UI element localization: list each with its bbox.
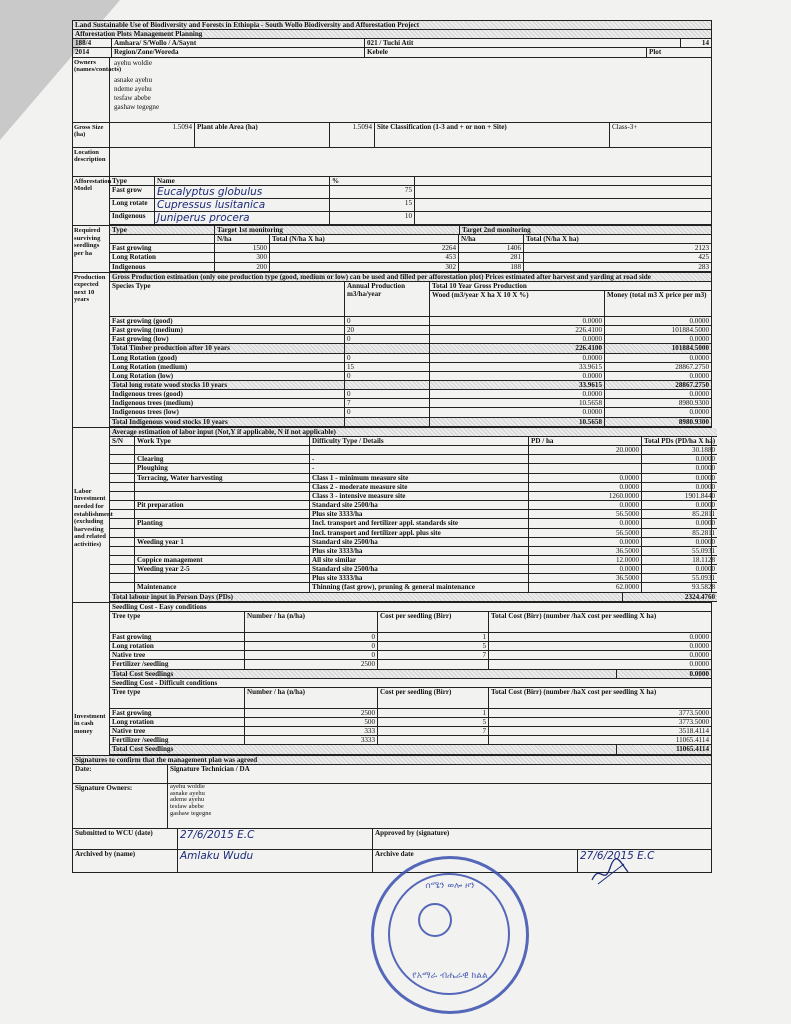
production-row: Indigenous trees (medium) 7 10.5658 8980.9300 xyxy=(112,399,709,408)
archive-date-handwritten: 27/6/2015 E.C xyxy=(580,849,655,862)
location-description-block: Location description xyxy=(72,148,712,177)
cost-row: Fertilizer /seedling 3333 11065.4114 xyxy=(112,736,709,745)
signature-owner-names xyxy=(168,784,711,828)
cost-section-title: Seedling Cost - Easy conditions xyxy=(110,603,711,612)
gross-size-block: Gross Size (ha) 1.5094 Plant able Area (ha) 1.5094 Site Classification (1-3 and + or non + Site) Class-3+ xyxy=(72,123,712,148)
signature-confirm-row: Signatures to confirm that the management plan was agreed xyxy=(72,756,712,765)
labour-row: Terracing, Water harvesting Class 1 - minimum measure site 0.0000 0.0000 xyxy=(110,474,717,483)
management-plan-form xyxy=(72,20,716,873)
kebele-value: 021 / Tuchi Atit xyxy=(365,39,681,47)
model-table: Type Name % Fast grow Eucalyptus globulus 75 Long rotate Cupressus lusitanica 15 Indigenous Juniperus procera 10 xyxy=(110,177,711,225)
cost-total-row: Total Cost Seedlings 11065.4114 xyxy=(112,745,709,754)
cost-total-row: Total Cost Seedlings 0.0000 xyxy=(112,669,709,678)
seedling-row: Indigenous 200 302 188 283 xyxy=(112,262,709,271)
owners-list xyxy=(110,58,711,122)
location-values-row: 188/4 Amhara/ S/Wollo / A/Saynt 021 / Tuchi Atit 14 xyxy=(72,39,712,48)
owner-name: ndeme ayehu xyxy=(114,85,152,94)
labour-row: Clearing - 0.0000 xyxy=(110,455,717,464)
emblem-icon xyxy=(418,903,452,937)
labour-row: Weeding year 2-5 Standard site 2500/ha 0.0000 0.0000 xyxy=(110,565,717,574)
archived-by-handwritten: Amlaku Wudu xyxy=(178,850,373,872)
labour-row: Incl. transport and fertilizer appl. plus site 56.5000 85.2811 xyxy=(110,529,717,538)
production-table: Gross Production estimation (only one production type (good, medium or low) can be used and filled per afforestation plot) Prices estimated after harvest and yarding at road side Species Type Annual Production m3/ha/year Total 10 Year Gross Production Wood (m3/year X ha X 10 X %) Money (total m3 X price per m3) Fast growing (good) 0 0.0000 0.0000 Fast growing (medium) 20 226.4100 101884.5000 Fast growing (low) 0 0.0000 0.0000 Total Timber production after 10 years 226.4100 101884.5000 Long Rotation (good) 0 0.0000 0.0000 Long Rotation (medium) 15 33.9615 28867.2750 Long Rotation (low) 0 0.0000 0.0000 Total long rotate wood stocks 10 years 33.9615 28867.2750 Indigenous trees (good) 0 0.0000 0.0000 Indigenous trees (medium) 7 10.5658 8980.9300 Indigenous trees (low) 0 0.0000 0.0000 Total Indigenous wood stocks 10 years 10.5658 8980.9300 xyxy=(112,272,709,426)
cost-row: Fast growing 2500 1 3773.5000 xyxy=(112,708,709,717)
signature-owner-name: ademe ayehu xyxy=(170,796,205,804)
owner-name: ayehu woldie xyxy=(114,58,153,67)
zone-value: Amhara/ S/Wollo / A/Saynt xyxy=(112,39,365,47)
cost-row: Native tree 333 7 3518.4114 xyxy=(112,727,709,736)
owner-name xyxy=(114,67,707,76)
production-row: Long Rotation (medium) 15 33.9615 28867.2750 xyxy=(112,362,709,371)
production-block: Production expected next 10 years Gross Production estimation (only one production type (good, medium or low) can be used and filled per afforestation plot) Prices estimated after harvest and yarding at road side Species Type Annual Production m3/ha/year Total 10 Year Gross Production Wood (m3/year X ha X 10 X %) Money (total m3 X price per m3) Fast growing (good) 0 0.0000 0.0000 Fast growing (medium) 20 226.4100 101884.5000 Fast growing (low) 0 0.0000 0.0000 Total Timber production after 10 years 226.4100 101884.5000 Long Rotation (good) 0 0.0000 0.0000 Long Rotation (medium) 15 33.9615 28867.2750 Long Rotation (low) 0 0.0000 0.0000 Total long rotate wood stocks 10 years 33.9615 28867.2750 Indigenous trees (good) 0 0.0000 0.0000 Indigenous trees (medium) 7 10.5658 8980.9300 Indigenous trees (low) 0 0.0000 0.0000 Total Indigenous wood stocks 10 years 10.5658 8980.9300 xyxy=(72,273,712,428)
cost-row: Native tree 0 7 0.0000 xyxy=(112,651,709,660)
model-row: Long rotate Cupressus lusitanica 15 xyxy=(110,199,711,212)
cost-header-row: Tree type Number / ha (n/ha) Cost per seedling (Birr) Total Cost (Birr) (number /haX cost per seedling X ha) xyxy=(110,688,711,709)
labour-row: Coppice management All site similar 12.0000 18.1128 xyxy=(110,556,717,565)
species-name-handwritten: Juniperus procera xyxy=(155,212,330,224)
archived-row: Archived by (name) Amlaku Wudu Archive date 27/6/2015 E.C xyxy=(72,850,712,873)
cost-header-row: Tree type Number / ha (n/ha) Cost per seedling (Birr) Total Cost (Birr) (number /haX cost per seedling X ha) xyxy=(110,612,711,633)
signature-owner-name: gashaw tegegne xyxy=(170,810,212,818)
owner-signature-row: Signature Owners: ayehu woldie asnake ayehu ademe ayehu tesfaw abebe gashaw tegegne xyxy=(72,784,712,829)
form-subtitle-row xyxy=(72,30,712,39)
signature-owner-name: ayehu woldie xyxy=(170,783,205,790)
form-title: Land Sustainable Use of Biodiversity and Forests in Ethiopia - South Wollo Biodiversity and Afforestation Project xyxy=(75,21,420,29)
signature-owner-name: asnake ayehu xyxy=(170,789,205,797)
site-class-value: Class-3+ xyxy=(612,122,638,131)
approval-signature xyxy=(590,858,630,888)
plot-number: 14 xyxy=(701,39,709,48)
labour-row: Ploughing - 0.0000 xyxy=(110,464,717,473)
owners-block: Owners (names/contacts) ayehu woldie asnake ayehu ndeme ayehu tesfaw abebe gashaw tegegne xyxy=(72,58,712,123)
cost-row: Fast growing 0 1 0.0000 xyxy=(112,632,709,641)
date-row: Date: Signature Technician / DA xyxy=(72,765,712,784)
species-name-handwritten: Cupressus lusitanica xyxy=(155,199,330,211)
required-seedlings-block: Required surviving seedlings per ha Type Target 1st monitoring Target 2nd monitoring N/ha Total (N/ha X ha) N/ha Total (N/ha X ha) Fast growing 1500 2264 1406 2123 Long Rotation 300 453 281 425 Indigenous 200 302 188 283 xyxy=(72,226,712,273)
species-name-handwritten: Eucalyptus globulus xyxy=(155,186,330,198)
production-row: Long Rotation (good) 0 0.0000 0.0000 xyxy=(112,353,709,362)
labour-row: Weeding year 1 Standard site 2500/ha 0.0000 0.0000 xyxy=(110,538,717,547)
labour-row: Pit preparation Standard site 2500/ha 0.0000 0.0000 xyxy=(110,501,717,510)
production-row: Indigenous trees (low) 0 0.0000 0.0000 xyxy=(112,408,709,417)
gross-size-value: 1.5094 xyxy=(110,123,195,147)
production-row: Total Timber production after 10 years 226.4100 101884.5000 xyxy=(112,344,709,353)
production-row: Total long rotate wood stocks 10 years 33.9615 28867.2750 xyxy=(112,381,709,389)
owner-name: gashaw tegegne xyxy=(114,102,160,111)
labour-row: Plus site 3333/ha 56.5000 85.2811 xyxy=(110,510,717,519)
labour-total-value: 2324.4760 xyxy=(684,592,716,601)
production-row: Long Rotation (low) 0 0.0000 0.0000 xyxy=(112,371,709,380)
labour-row: Plus site 3333/ha 36.5000 55.0931 xyxy=(110,574,717,583)
seedling-row: Fast growing 1500 2264 1406 2123 xyxy=(112,244,709,253)
cost-row: Fertilizer /seedling 2500 0.0000 xyxy=(112,660,709,669)
seedling-row: Long Rotation 300 453 281 425 xyxy=(112,253,709,262)
cost-total-value: 11065.4114 xyxy=(676,745,709,754)
cost-row: Long rotation 0 5 0.0000 xyxy=(112,642,709,651)
labour-row: Planting Incl. transport and fertilizer appl. standards site 0.0000 0.0000 xyxy=(110,519,717,528)
submitted-row: Submitted to WCU (date) 27/6/2015 E.C Approved by (signature) xyxy=(72,829,712,850)
labour-row: Class 2 - moderate measure site 0.0000 0.0000 xyxy=(110,483,717,492)
labour-row: Plus site 3333/ha 36.5000 55.0931 xyxy=(110,547,717,556)
owner-name: asnake ayehu xyxy=(114,76,153,85)
labour-row: 20.0000 30.1880 xyxy=(110,446,717,455)
labour-table: Average estimation of labor input (Not,Y if applicable, N if not applicable) S/N Work Type Difficulty Type / Details PD / ha Total PDs (PD/ha X ha) 20.0000 30.1880 Clearing - 0.0000 Ploughing - 0.0000 Terracing, Water harvesting Class 1 - minimum measure site 0.0000 0.0000 Class 2 - moderate measure site 0.0000 0.0000 Class 3 - intensive measure site 1260.0000 1901.8440 Pit preparation Standard site 2500/ha 0.0000 0.0000 Plus site 3333/ha 56.5000 85.2811 Planting Incl. transport and fertilizer appl. standards site 0.0000 0.0000 Incl. transport and fertilizer appl. plus site 56.5000 85.2811 Weeding year 1 Standard site 2500/ha 0.0000 0.0000 Plus site 3333/ha 36.5000 55.0931 Coppice management All site similar 12.0000 18.1128 Weeding year 2-5 Standard site 2500/ha 0.0000 0.0000 Plus site 3333/ha 36.5000 55.0931 Maintenance Thinning (fast grow), pruning & general maintenance 62.0000 93.5828 Total labour input in Person Days (PDs) 2324.4760 xyxy=(112,427,716,601)
seedling-cost-table xyxy=(110,603,711,755)
form-subtitle: Afforestation Plots Management Planning xyxy=(75,30,203,39)
location-labels-row: 2014 Region/Zone/Woreda Kebele Plot xyxy=(72,48,712,57)
cost-row: Long rotation 500 5 3773.5000 xyxy=(112,718,709,726)
production-row: Total Indigenous wood stocks 10 years 10.5658 8980.9300 xyxy=(112,417,709,426)
production-row: Fast growing (medium) 20 226.4100 101884.5000 xyxy=(112,326,709,335)
labour-total-row: Total labour input in Person Days (PDs) 2324.4760 xyxy=(112,592,716,601)
seedlings-table: Type Target 1st monitoring Target 2nd monitoring N/ha Total (N/ha X ha) N/ha Total (N/ha X ha) Fast growing 1500 2264 1406 2123 Long Rotation 300 453 281 425 Indigenous 200 302 188 283 xyxy=(112,225,709,271)
submitted-date-handwritten: 27/6/2015 E.C xyxy=(178,829,373,849)
plantable-area-value: 1.5094 xyxy=(330,123,375,147)
official-round-stamp: ሰሜን ወሎ ዞን የአማራ ብሔራዊ ክልል xyxy=(371,856,529,1014)
production-row: Fast growing (good) 0 0.0000 0.0000 xyxy=(112,316,709,325)
labour-row: Maintenance Thinning (fast grow), pruning & general maintenance 62.0000 93.5828 xyxy=(110,583,717,592)
model-row: Indigenous Juniperus procera 10 xyxy=(110,212,711,225)
model-row: Fast grow Eucalyptus globulus 75 xyxy=(110,186,711,199)
labour-block: Labor Investment needed for establishment (excluding harvesting and related activities) Average estimation of labor input (Not,Y if applicable, N if not applicable) S/N Work Type Difficulty Type / Details PD / ha Total PDs (PD/ha X ha) 20.0000 30.1880 Clearing - 0.0000 Ploughing - 0.0000 Terracing, Water harvesting Class 1 - minimum measure site 0.0000 0.0000 Class 2 - moderate measure site 0.0000 0.0000 Class 3 - intensive measure site 1260.0000 1901.8440 Pit preparation Standard site 2500/ha 0.0000 0.0000 Plus site 3333/ha 56.5000 85.2811 Planting Incl. transport and fertilizer appl. standards site 0.0000 0.0000 Incl. transport and fertilizer appl. plus site 56.5000 85.2811 Weeding year 1 Standard site 2500/ha 0.0000 0.0000 Plus site 3333/ha 36.5000 55.0931 Coppice management All site similar 12.0000 18.1128 Weeding year 2-5 Standard site 2500/ha 0.0000 0.0000 Plus site 3333/ha 36.5000 55.0931 Maintenance Thinning (fast grow), pruning & general maintenance 62.0000 93.5828 Total labour input in Person Days (PDs) 2324.4760 xyxy=(72,428,712,603)
labour-row: Class 3 - intensive measure site 1260.0000 1901.8440 xyxy=(110,492,717,501)
cost-total-value: 0.0000 xyxy=(689,669,709,678)
cost-section-title: Seedling Cost - Difficult conditions xyxy=(110,679,711,688)
owner-name: tesfaw abebe xyxy=(114,94,151,103)
afforestation-model-block: Afforestation Model Type Name % Fast grow Eucalyptus globulus 75 Long rotate Cupressus lusitanica 15 Indigenous Juniperus procera 10 xyxy=(72,177,712,226)
production-row: Fast growing (low) 0 0.0000 0.0000 xyxy=(112,335,709,344)
investment-block: Investment in cash money Seedling Cost - Easy conditions Tree type Number / ha (n/ha) Cost per seedling (Birr) Total Cost (Birr) (number /haX cost per seedling X ha) Fast growing 0 1 0.0000 Long rotation 0 5 0.0000 Native tree 0 7 0.0000 Fertilizer /seedling 2500 0.0000 Total Cost Seedlings 0.0000 Seedling Cost - Difficult conditions Tree type Number / ha (n/ha) Cost per seedling (Birr) Total Cost (Birr) (number /haX cost per seedling X ha) Fast growing 2500 1 3773.5000 Long rotation 500 5 3773.5000 Native tree 333 7 3518.4114 Fertilizer /seedling 3333 11065.4114 Total Cost Seedlings 11065.4114 xyxy=(72,603,712,756)
signature-owner-name: tesfaw abebe xyxy=(170,803,204,811)
production-row: Indigenous trees (good) 0 0.0000 0.0000 xyxy=(112,390,709,399)
form-title-row xyxy=(72,20,712,30)
